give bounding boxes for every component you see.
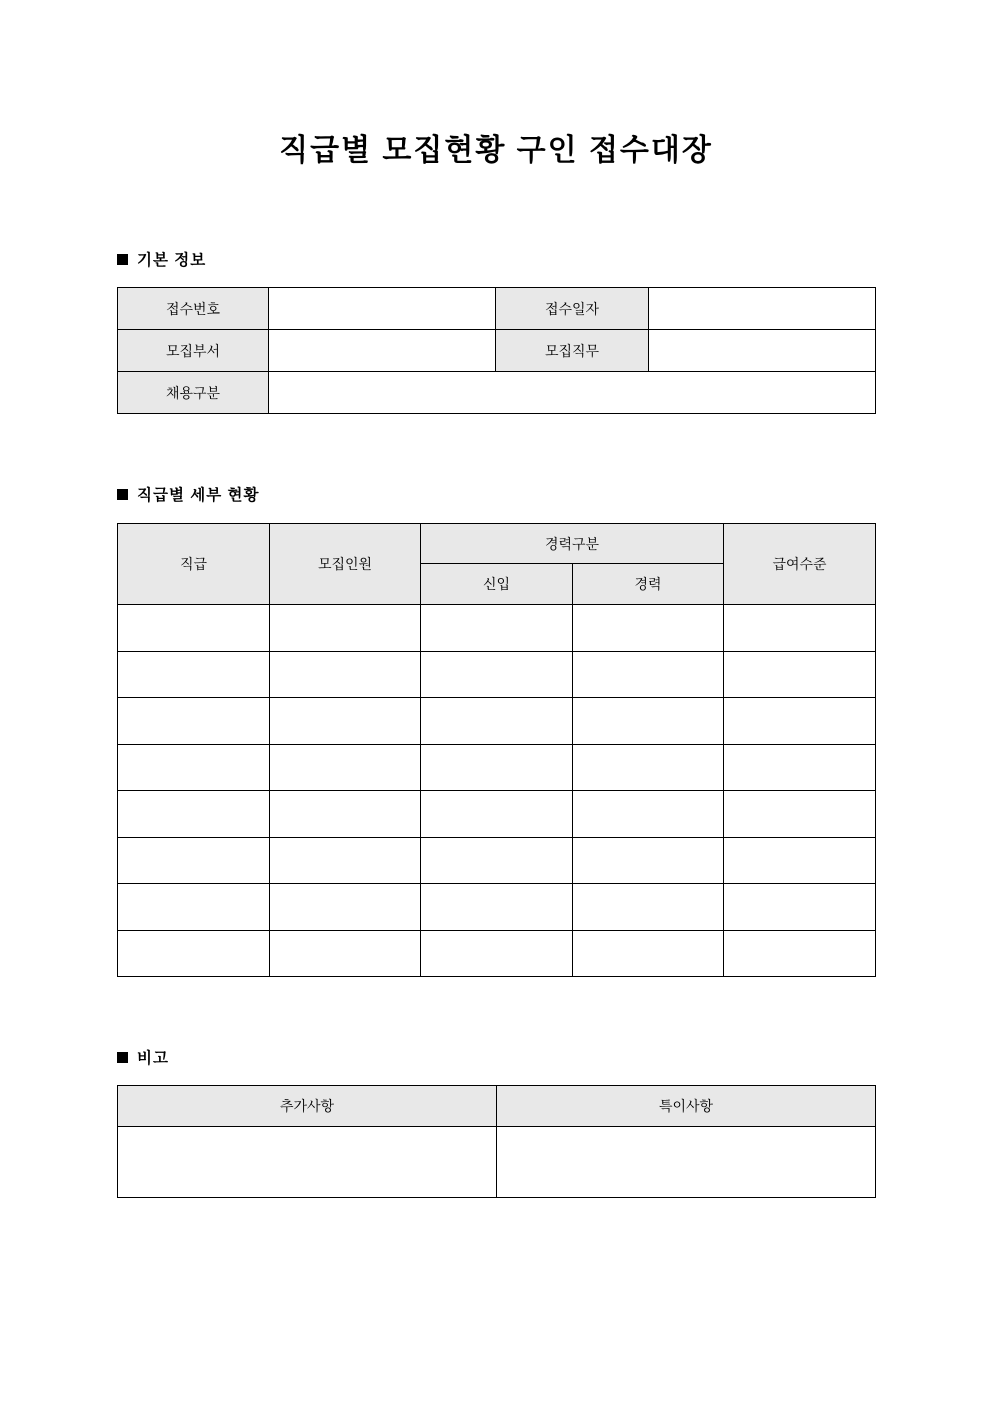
square-bullet-icon (117, 1052, 128, 1063)
cell-count[interactable] (270, 930, 421, 977)
table-row (118, 930, 876, 977)
cell-career-experienced[interactable] (573, 930, 724, 977)
cell-career-new[interactable] (421, 651, 573, 698)
column-header-additional-items: 추가사항 (118, 1086, 497, 1127)
column-header-special-notes: 특이사항 (497, 1086, 876, 1127)
table-row (118, 837, 876, 884)
column-header-salary-level: 급여수준 (724, 524, 876, 605)
table-row (118, 651, 876, 698)
table-row (118, 372, 876, 414)
section-heading-remarks (117, 1046, 169, 1068)
label-cell-receipt-number: 접수번호 (118, 288, 269, 330)
cell-career-new[interactable] (421, 698, 573, 745)
cell-career-new[interactable] (421, 837, 573, 884)
column-header-recruit-count: 모집인원 (270, 524, 421, 605)
cell-career-new[interactable] (421, 884, 573, 931)
basic-info-table (117, 287, 876, 414)
label-cell-recruit-department: 모집부서 (118, 330, 269, 372)
table-row (118, 288, 876, 330)
column-header-career-experienced: 경력 (573, 564, 724, 605)
value-cell-employment-type[interactable] (269, 372, 876, 414)
cell-salary[interactable] (724, 651, 876, 698)
cell-rank[interactable] (118, 651, 270, 698)
cell-career-new[interactable] (421, 791, 573, 838)
table-header-row-top (118, 524, 876, 564)
cell-salary[interactable] (724, 744, 876, 791)
cell-salary[interactable] (724, 698, 876, 745)
cell-rank[interactable] (118, 744, 270, 791)
cell-career-new[interactable] (421, 930, 573, 977)
square-bullet-icon (117, 254, 128, 265)
cell-count[interactable] (270, 605, 421, 652)
section-heading-basic-info (117, 248, 206, 270)
value-cell-special-notes[interactable] (497, 1127, 876, 1198)
table-row (118, 1127, 876, 1198)
section-heading-label: 기본 정보 (137, 252, 207, 269)
column-header-career-group: 경력구분 (421, 524, 724, 564)
value-cell-recruit-department[interactable] (269, 330, 496, 372)
section-heading-label: 비고 (137, 1050, 169, 1067)
cell-career-experienced[interactable] (573, 837, 724, 884)
cell-salary[interactable] (724, 837, 876, 884)
cell-career-experienced[interactable] (573, 744, 724, 791)
value-cell-receipt-number[interactable] (269, 288, 496, 330)
page-title: 직급별 모집현황 구인 접수대장 (279, 134, 713, 167)
section-heading-detail-status (117, 483, 259, 505)
table-row (118, 744, 876, 791)
cell-count[interactable] (270, 651, 421, 698)
cell-career-new[interactable] (421, 744, 573, 791)
cell-rank[interactable] (118, 791, 270, 838)
cell-count[interactable] (270, 744, 421, 791)
table-header-row (118, 1086, 876, 1127)
square-bullet-icon (117, 489, 128, 500)
column-header-rank: 직급 (118, 524, 270, 605)
cell-count[interactable] (270, 884, 421, 931)
cell-career-experienced[interactable] (573, 651, 724, 698)
detail-status-table (117, 523, 876, 977)
label-cell-receipt-date: 접수일자 (496, 288, 649, 330)
table-row (118, 884, 876, 931)
label-cell-recruit-job: 모집직무 (496, 330, 649, 372)
cell-salary[interactable] (724, 884, 876, 931)
cell-salary[interactable] (724, 791, 876, 838)
section-heading-label: 직급별 세부 현황 (137, 487, 260, 504)
value-cell-recruit-job[interactable] (649, 330, 876, 372)
cell-salary[interactable] (724, 930, 876, 977)
value-cell-additional-items[interactable] (118, 1127, 497, 1198)
label-cell-employment-type: 채용구분 (118, 372, 269, 414)
table-row (118, 791, 876, 838)
detail-status-table-body (118, 605, 876, 977)
cell-count[interactable] (270, 698, 421, 745)
cell-career-experienced[interactable] (573, 791, 724, 838)
cell-career-experienced[interactable] (573, 698, 724, 745)
table-row (118, 698, 876, 745)
remarks-table (117, 1085, 876, 1198)
cell-count[interactable] (270, 791, 421, 838)
table-row (118, 605, 876, 652)
cell-salary[interactable] (724, 605, 876, 652)
cell-rank[interactable] (118, 884, 270, 931)
cell-count[interactable] (270, 837, 421, 884)
cell-rank[interactable] (118, 698, 270, 745)
cell-career-experienced[interactable] (573, 884, 724, 931)
column-header-career-new: 신입 (421, 564, 573, 605)
cell-career-experienced[interactable] (573, 605, 724, 652)
cell-rank[interactable] (118, 930, 270, 977)
table-row (118, 330, 876, 372)
value-cell-receipt-date[interactable] (649, 288, 876, 330)
cell-rank[interactable] (118, 605, 270, 652)
cell-career-new[interactable] (421, 605, 573, 652)
cell-rank[interactable] (118, 837, 270, 884)
